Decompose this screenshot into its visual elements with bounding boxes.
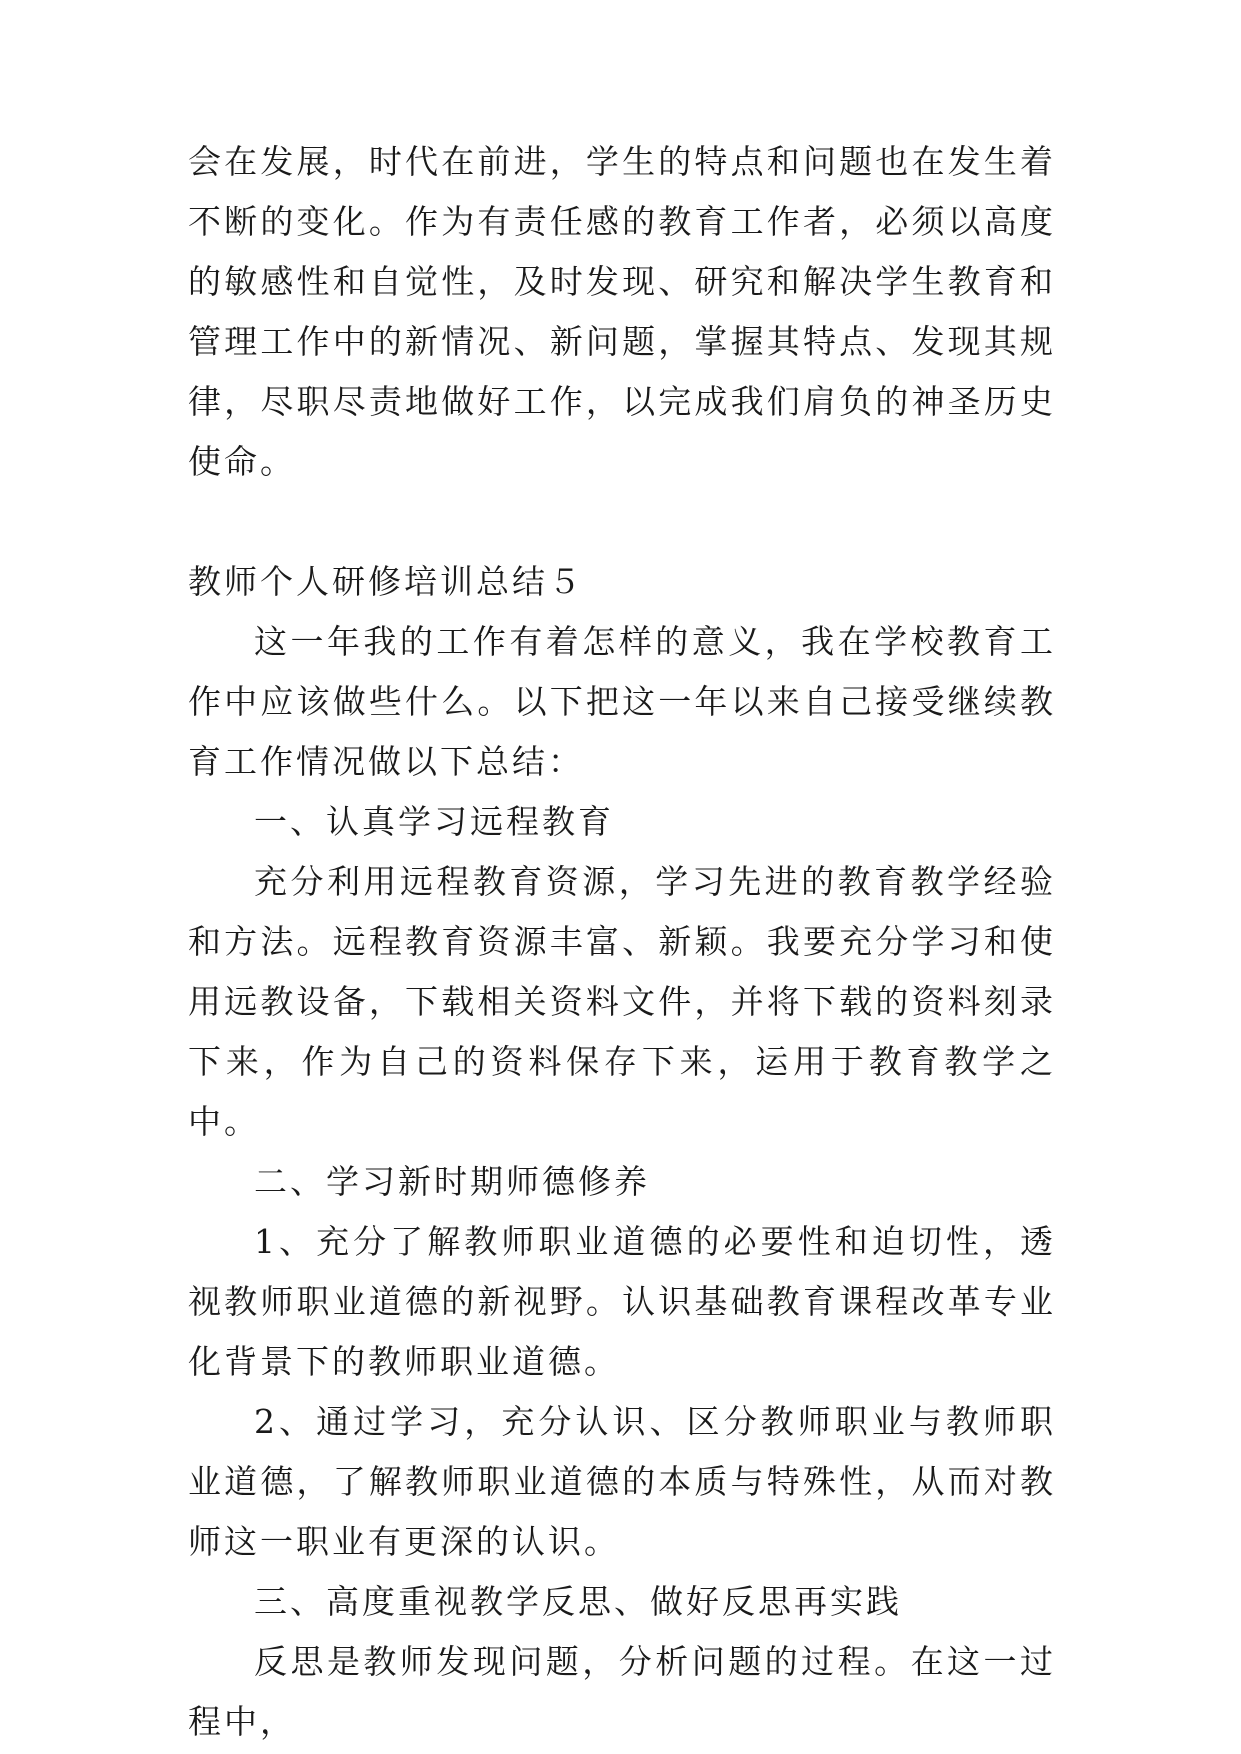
continuation-paragraph: 会在发展，时代在前进，学生的特点和问题也在发生着不断的变化。作为有责任感的教育工作者，必须以高度的敏感性和自觉性，及时发现、研究和解决学生教育和管理工作中的新情况、新问题，掌握其特点、发现其规律，尽职尽责地做好工作，以完成我们肩负的神圣历史使命。 xyxy=(188,142,1056,481)
subheading-teacher-ethics: 二、学习新时期师德修养 xyxy=(254,1162,650,1201)
ethics-point-2: 2、通过学习，充分认识、区分教师职业与教师职业道德，了解教师职业道德的本质与特殊性，从而对教师这一职业有更深的认识。 xyxy=(188,1402,1056,1561)
subheading-remote-education: 一、认真学习远程教育 xyxy=(254,802,614,841)
document-page xyxy=(188,132,1056,1752)
intro-paragraph: 这一年我的工作有着怎样的意义，我在学校教育工作中应该做些什么。以下把这一年以来自己接受继续教育工作情况做以下总结： xyxy=(188,622,1056,781)
remote-education-paragraph: 充分利用远程教育资源，学习先进的教育教学经验和方法。远程教育资源丰富、新颖。我要充分学习和使用远教设备，下载相关资料文件，并将下载的资料刻录下来，作为自己的资料保存下来，运用于教育教学之中。 xyxy=(188,862,1056,1141)
ethics-point-1: 1、充分了解教师职业道德的必要性和迫切性，透视教师职业道德的新视野。认识基础教育课程改革专业化背景下的教师职业道德。 xyxy=(188,1222,1056,1381)
subheading-reflection: 三、高度重视教学反思、做好反思再实践 xyxy=(254,1582,902,1621)
section-title: 教师个人研修培训总结５ xyxy=(188,562,584,601)
reflection-paragraph: 反思是教师发现问题，分析问题的过程。在这一过程中， xyxy=(188,1642,1056,1741)
